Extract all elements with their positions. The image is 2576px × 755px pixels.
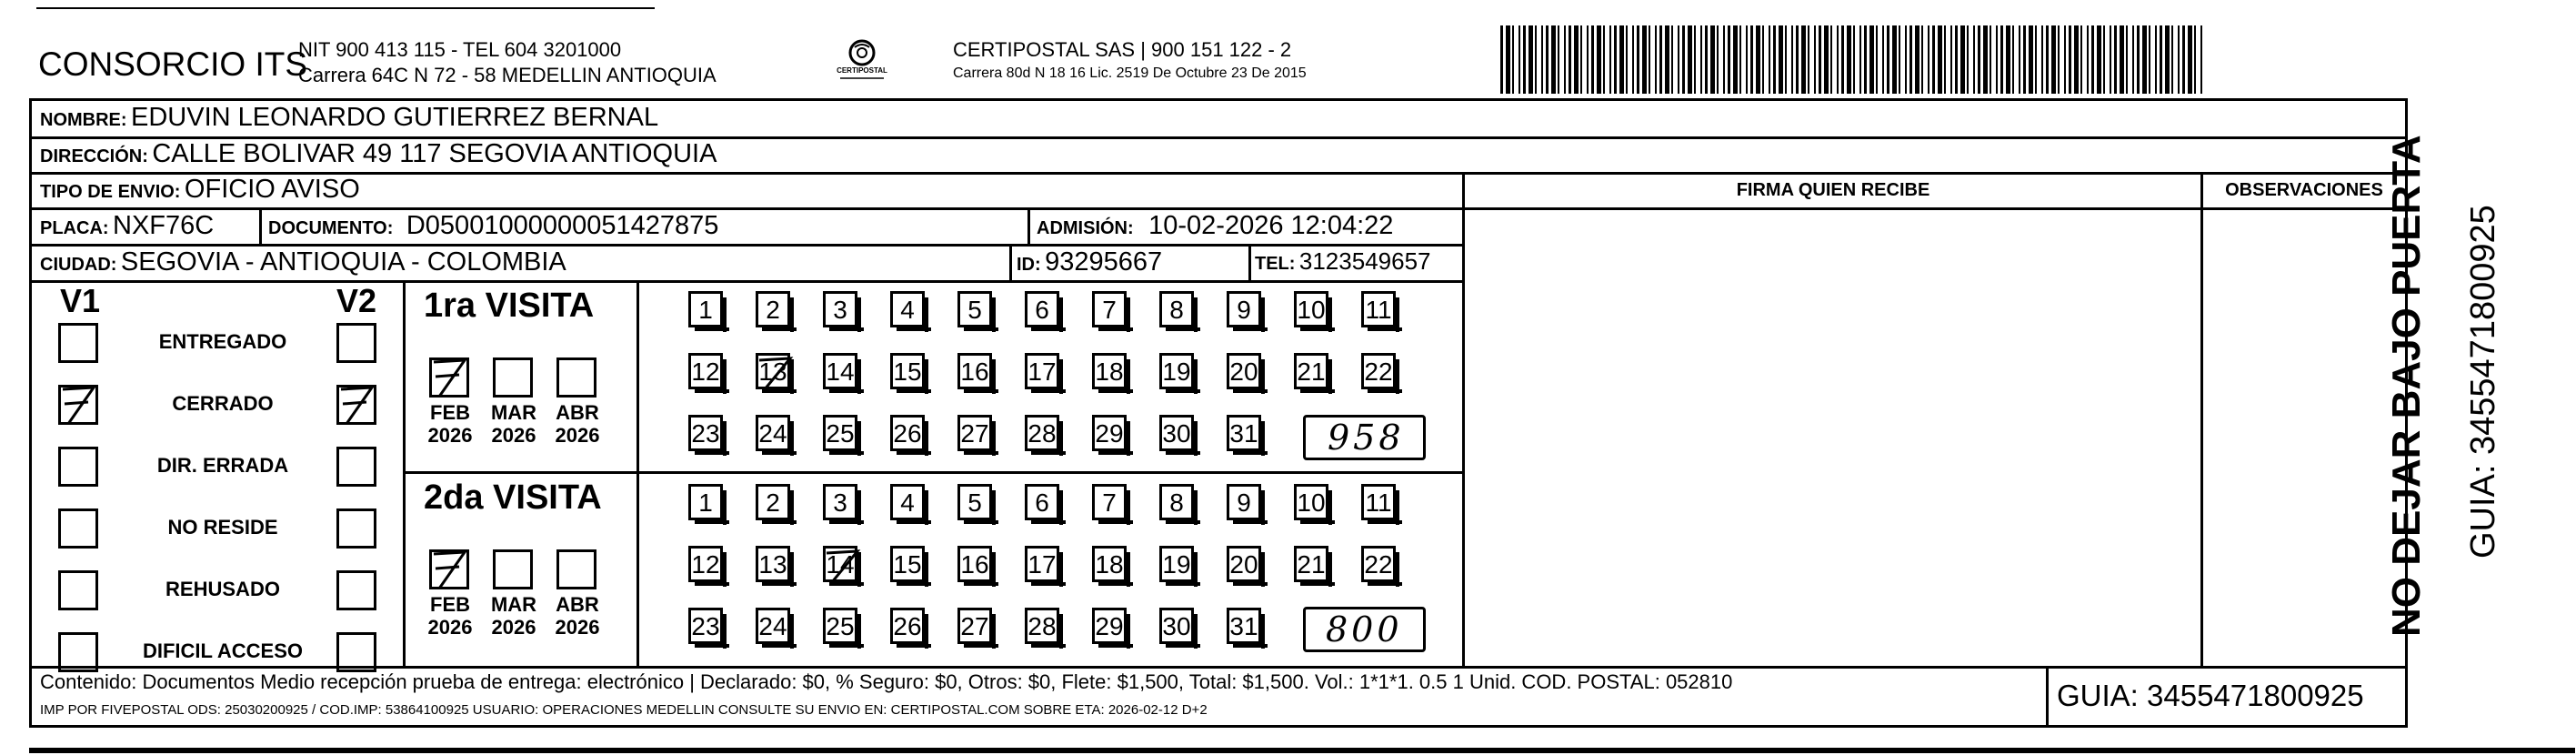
check-mark-icon bbox=[336, 382, 381, 428]
visit1-day[interactable]: 14 bbox=[823, 353, 857, 389]
status-label: ENTREGADO bbox=[158, 330, 287, 353]
visit2-day[interactable]: 25 bbox=[823, 608, 857, 644]
visit1-day[interactable]: 15 bbox=[890, 353, 925, 389]
status-v2-checkbox[interactable] bbox=[336, 323, 376, 363]
visit2-day[interactable]: 31 bbox=[1227, 608, 1261, 644]
visit2-month-name: MAR bbox=[490, 593, 537, 616]
visit1-time-box bbox=[1303, 415, 1426, 460]
visit2-day[interactable]: 27 bbox=[957, 608, 992, 644]
visit1-title: 1ra VISITA bbox=[424, 287, 595, 325]
documento-value: D05001000000051427875 bbox=[406, 211, 719, 240]
row-line-visit-split bbox=[405, 471, 1464, 474]
status-v1-checkbox[interactable] bbox=[58, 570, 98, 610]
id-label: ID: bbox=[1017, 255, 1041, 275]
company-nit: NIT 900 413 115 - TEL 604 3201000 bbox=[298, 38, 622, 61]
observaciones-column-header: OBSERVACIONES bbox=[2225, 180, 2383, 200]
visit1-month-checkbox[interactable] bbox=[493, 357, 533, 398]
visit2-day[interactable]: 9 bbox=[1227, 484, 1261, 520]
side-guia: GUIA: 3455471800925 bbox=[2464, 205, 2502, 559]
visit1-day[interactable]: 2 bbox=[756, 291, 790, 327]
visit1-day[interactable]: 12 bbox=[688, 353, 723, 389]
visit1-month-year: 2026 bbox=[555, 424, 600, 447]
visit1-day[interactable]: 25 bbox=[823, 415, 857, 451]
visit1-day[interactable]: 28 bbox=[1025, 415, 1059, 451]
visit1-day[interactable]: 8 bbox=[1159, 291, 1194, 327]
visit1-day[interactable]: 19 bbox=[1159, 353, 1194, 389]
visit2-time-value: 800 bbox=[1326, 609, 1403, 649]
id-row bbox=[1017, 247, 1162, 277]
documento-label: DOCUMENTO: bbox=[268, 218, 394, 238]
direccion-value: CALLE BOLIVAR 49 117 SEGOVIA ANTIOQUIA bbox=[152, 139, 717, 168]
visit1-day[interactable]: 4 bbox=[890, 291, 925, 327]
visit1-day[interactable]: 27 bbox=[957, 415, 992, 451]
visit2-month-checkbox[interactable] bbox=[493, 549, 533, 589]
visit1-month-year: 2026 bbox=[427, 424, 473, 447]
status-v1-checkbox[interactable] bbox=[58, 323, 98, 363]
visit2-day[interactable]: 15 bbox=[890, 546, 925, 582]
col-line-guia-footer bbox=[2046, 666, 2049, 728]
status-label: NO RESIDE bbox=[167, 516, 278, 539]
col-line-placa bbox=[259, 207, 262, 244]
visit2-day[interactable]: 29 bbox=[1092, 608, 1127, 644]
visit2-month-label bbox=[423, 593, 477, 639]
visit2-day[interactable]: 23 bbox=[688, 608, 723, 644]
visit2-month-year: 2026 bbox=[555, 616, 600, 639]
visit1-day[interactable]: 26 bbox=[890, 415, 925, 451]
visit1-month-label bbox=[423, 401, 477, 447]
visit1-day[interactable]: 10 bbox=[1294, 291, 1328, 327]
visit1-day[interactable]: 30 bbox=[1159, 415, 1194, 451]
col-line-id bbox=[1009, 244, 1012, 280]
row-line-5 bbox=[29, 280, 1464, 283]
placa-row bbox=[40, 211, 214, 241]
visit2-month-label bbox=[550, 593, 605, 639]
visit2-day[interactable]: 17 bbox=[1025, 546, 1059, 582]
visit2-day[interactable]: 1 bbox=[688, 484, 723, 520]
visit1-day[interactable]: 31 bbox=[1227, 415, 1261, 451]
col-line-firma bbox=[1462, 172, 1465, 666]
check-mark-icon bbox=[428, 355, 474, 400]
status-v2-checkbox[interactable] bbox=[336, 632, 376, 672]
visit2-day[interactable]: 26 bbox=[890, 608, 925, 644]
visit1-day[interactable]: 1 bbox=[688, 291, 723, 327]
visit1-day[interactable]: 9 bbox=[1227, 291, 1261, 327]
certipostal-line: CERTIPOSTAL SAS | 900 151 122 - 2 bbox=[953, 38, 1292, 61]
visit1-time-value: 958 bbox=[1328, 418, 1405, 458]
visit2-day[interactable]: 2 bbox=[756, 484, 790, 520]
license-line: Carrera 80d N 18 16 Lic. 2519 De Octubre 23 De 2015 bbox=[953, 65, 1307, 81]
visit2-day[interactable]: 11 bbox=[1361, 484, 1396, 520]
visit2-day[interactable]: 7 bbox=[1092, 484, 1127, 520]
visit2-day[interactable]: 4 bbox=[890, 484, 925, 520]
tipo-row bbox=[40, 175, 360, 205]
visit1-day[interactable]: 13 bbox=[756, 353, 790, 389]
visit2-day[interactable]: 16 bbox=[957, 546, 992, 582]
nombre-label: NOMBRE: bbox=[40, 110, 127, 130]
visit1-day[interactable]: 20 bbox=[1227, 353, 1261, 389]
visit2-day[interactable]: 13 bbox=[756, 546, 790, 582]
visit2-day[interactable]: 5 bbox=[957, 484, 992, 520]
visit2-month-checkbox[interactable] bbox=[429, 549, 469, 589]
visit1-day[interactable]: 23 bbox=[688, 415, 723, 451]
visit2-day[interactable]: 28 bbox=[1025, 608, 1059, 644]
ciudad-row bbox=[40, 247, 566, 277]
visit2-day[interactable]: 20 bbox=[1227, 546, 1261, 582]
visit2-month-checkbox[interactable] bbox=[556, 549, 596, 589]
admision-label: ADMISIÓN: bbox=[1037, 218, 1134, 238]
direccion-label: DIRECCIÓN: bbox=[40, 146, 148, 166]
visit2-month-year: 2026 bbox=[427, 616, 473, 639]
tipo-label: TIPO DE ENVIO: bbox=[40, 182, 181, 202]
visit2-day[interactable]: 12 bbox=[688, 546, 723, 582]
visit2-title: 2da VISITA bbox=[424, 478, 602, 517]
visit2-day[interactable]: 3 bbox=[823, 484, 857, 520]
col-line-admision bbox=[1027, 207, 1030, 244]
visit1-month-label bbox=[550, 401, 605, 447]
status-label: REHUSADO bbox=[165, 578, 280, 600]
certipostal-logo-text: CERTIPOSTAL bbox=[837, 66, 887, 75]
footer-imp: IMP POR FIVEPOSTAL ODS: 25030200925 / COD.IMP: 53864100925 USUARIO: OPERACIONES MEDELLIN CONSULTE SU ENVIO EN: CERTIPOSTAL.COM SOBRE ETA: 2026-02-12 D+2 bbox=[40, 702, 1208, 718]
visit2-day[interactable]: 6 bbox=[1025, 484, 1059, 520]
col-line-visits bbox=[403, 280, 406, 666]
status-v2-checkbox[interactable] bbox=[336, 570, 376, 610]
certipostal-logo-icon bbox=[835, 35, 889, 89]
footer-guia: GUIA: 3455471800925 bbox=[2057, 679, 2364, 712]
visit1-day[interactable]: 16 bbox=[957, 353, 992, 389]
day-mark-icon bbox=[823, 546, 863, 586]
bottom-rule bbox=[29, 748, 2575, 753]
status-v1-checkbox[interactable] bbox=[58, 632, 98, 672]
firma-column-header: FIRMA QUIEN RECIBE bbox=[1736, 180, 1930, 200]
day-mark-icon bbox=[756, 353, 796, 393]
status-v1-checkbox[interactable] bbox=[58, 508, 98, 549]
id-value: 93295667 bbox=[1045, 247, 1163, 277]
visit1-month-name: ABR bbox=[556, 401, 599, 424]
status-v2-checkbox[interactable] bbox=[336, 385, 376, 425]
placa-value: NXF76C bbox=[113, 211, 215, 240]
visit1-month-name: FEB bbox=[430, 401, 470, 424]
visit1-month-label bbox=[486, 401, 541, 447]
ciudad-label: CIUDAD: bbox=[40, 255, 117, 275]
visit2-day[interactable]: 21 bbox=[1294, 546, 1328, 582]
row-line-2 bbox=[29, 172, 2408, 175]
visit1-day[interactable]: 6 bbox=[1025, 291, 1059, 327]
visit1-day[interactable]: 29 bbox=[1092, 415, 1127, 451]
documento-row bbox=[268, 211, 718, 241]
visit1-day[interactable]: 7 bbox=[1092, 291, 1127, 327]
status-v2-checkbox[interactable] bbox=[336, 508, 376, 549]
visit1-month-checkbox[interactable] bbox=[429, 357, 469, 398]
col-line-obs bbox=[2200, 172, 2203, 666]
company-name: CONSORCIO ITS bbox=[38, 45, 308, 83]
admision-row bbox=[1037, 211, 1393, 241]
direccion-row bbox=[40, 139, 717, 169]
visit1-day[interactable]: 22 bbox=[1361, 353, 1396, 389]
visit1-day[interactable]: 3 bbox=[823, 291, 857, 327]
visit1-day[interactable]: 5 bbox=[957, 291, 992, 327]
nombre-row bbox=[40, 103, 658, 133]
company-address: Carrera 64C N 72 - 58 MEDELLIN ANTIOQUIA bbox=[298, 64, 717, 86]
visit2-day[interactable]: 30 bbox=[1159, 608, 1194, 644]
visit2-day[interactable]: 24 bbox=[756, 608, 790, 644]
side-warning: NO DEJAR BAJO PUERTA bbox=[2384, 135, 2429, 637]
visit1-day[interactable]: 11 bbox=[1361, 291, 1396, 327]
status-label: CERRADO bbox=[172, 392, 274, 415]
tel-value: 3123549657 bbox=[1298, 247, 1431, 275]
visit2-day[interactable]: 19 bbox=[1159, 546, 1194, 582]
col-line-tel bbox=[1248, 244, 1251, 280]
nombre-value: EDUVIN LEONARDO GUTIERREZ BERNAL bbox=[131, 103, 659, 132]
tipo-value: OFICIO AVISO bbox=[184, 175, 360, 204]
visit1-day[interactable]: 21 bbox=[1294, 353, 1328, 389]
placa-label: PLACA: bbox=[40, 218, 109, 238]
visit1-month-checkbox[interactable] bbox=[556, 357, 596, 398]
status-v1-checkbox[interactable] bbox=[58, 447, 98, 487]
footer-contenido: Contenido: Documentos Medio recepción prueba de entrega: electrónico | Declarado: $0, % Seguro: $0, Otros: $0, Flete: $1,500, Total: $1,500. Vol.: 1*1*1. 0.5 1 Unid. COD. POSTAL: 052810 bbox=[40, 670, 1733, 693]
visit2-month-label bbox=[486, 593, 541, 639]
visit2-day[interactable]: 18 bbox=[1092, 546, 1127, 582]
visit2-month-name: ABR bbox=[556, 593, 599, 616]
status-label: DIFICIL ACCESO bbox=[142, 639, 303, 662]
visit1-month-name: MAR bbox=[490, 401, 537, 424]
check-mark-icon bbox=[57, 382, 103, 428]
status-v2-checkbox[interactable] bbox=[336, 447, 376, 487]
visit1-month-year: 2026 bbox=[491, 424, 536, 447]
visit2-day[interactable]: 10 bbox=[1294, 484, 1328, 520]
barcode bbox=[1500, 25, 2205, 94]
check-mark-icon bbox=[428, 547, 474, 592]
tel-row bbox=[1255, 247, 1431, 276]
admision-value: 10-02-2026 12:04:22 bbox=[1148, 211, 1394, 240]
status-label: DIR. ERRADA bbox=[156, 454, 289, 477]
visit2-day[interactable]: 8 bbox=[1159, 484, 1194, 520]
row-line-3 bbox=[29, 207, 2408, 210]
visit2-day[interactable]: 22 bbox=[1361, 546, 1396, 582]
visit1-day[interactable]: 18 bbox=[1092, 353, 1127, 389]
status-v1-checkbox[interactable] bbox=[58, 385, 98, 425]
visit2-time-box bbox=[1303, 607, 1426, 652]
visit2-day[interactable]: 14 bbox=[823, 546, 857, 582]
v1-label: V1 bbox=[60, 282, 101, 319]
ciudad-value: SEGOVIA - ANTIOQUIA - COLOMBIA bbox=[120, 247, 566, 277]
visit1-day[interactable]: 17 bbox=[1025, 353, 1059, 389]
v2-label: V2 bbox=[336, 282, 377, 319]
visit2-month-year: 2026 bbox=[491, 616, 536, 639]
certipostal-logo bbox=[835, 35, 889, 89]
top-rule bbox=[36, 7, 655, 9]
visit1-day[interactable]: 24 bbox=[756, 415, 790, 451]
row-line-footer bbox=[29, 666, 2408, 669]
visit2-month-name: FEB bbox=[430, 593, 470, 616]
tel-label: TEL: bbox=[1255, 254, 1296, 274]
col-line-days bbox=[636, 280, 639, 666]
